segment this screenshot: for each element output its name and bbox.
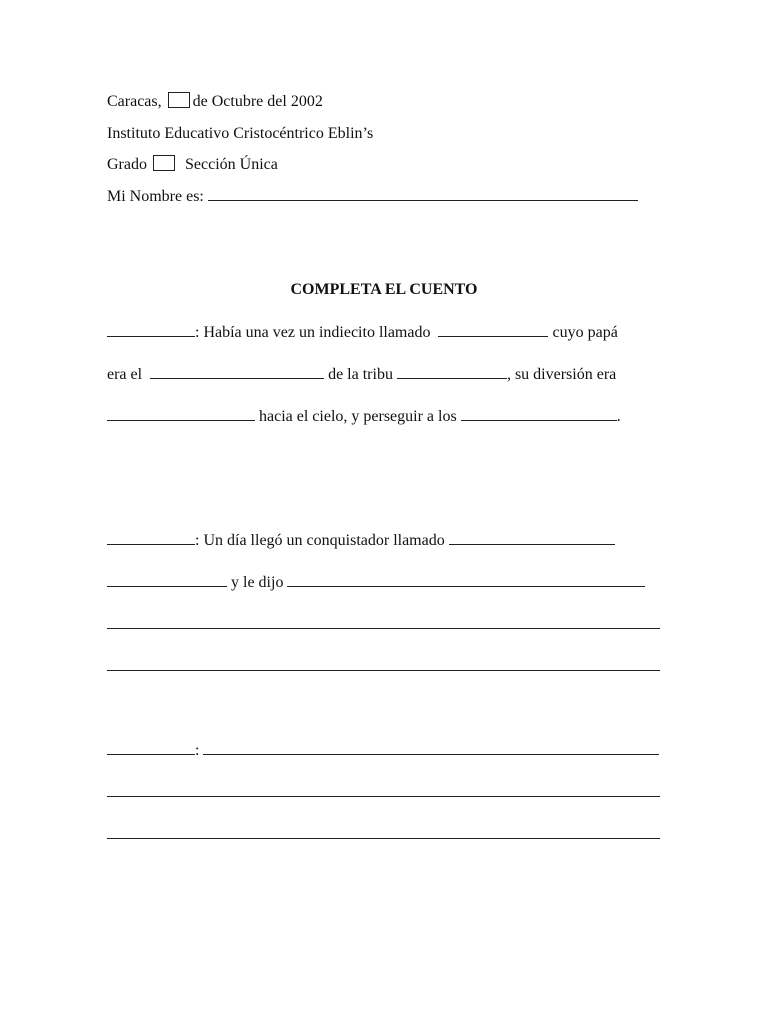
school-name: Instituto Educativo Cristocéntrico Eblin’s bbox=[107, 125, 374, 142]
grade-line bbox=[107, 155, 278, 175]
story-text: , su diversión era bbox=[506, 366, 617, 383]
story-line-9 bbox=[107, 782, 660, 803]
story-line-1 bbox=[107, 322, 618, 343]
story-blank[interactable] bbox=[449, 530, 615, 545]
date-line bbox=[107, 92, 323, 112]
story-blank[interactable] bbox=[397, 364, 507, 379]
full-line-blank[interactable] bbox=[107, 614, 660, 629]
speaker-blank-1[interactable] bbox=[107, 322, 195, 337]
grade-box[interactable] bbox=[153, 155, 175, 171]
story-line-10 bbox=[107, 824, 660, 845]
story-text: era el bbox=[107, 366, 143, 383]
story-text: y le dijo bbox=[231, 574, 284, 591]
story-line-4 bbox=[107, 530, 615, 551]
full-line-blank[interactable] bbox=[107, 782, 660, 797]
story-blank[interactable] bbox=[107, 406, 255, 421]
story-line-5 bbox=[107, 572, 645, 593]
story-line-7 bbox=[107, 656, 660, 677]
story-text: : Un día llegó un conquistador llamado bbox=[195, 532, 445, 549]
name-line bbox=[107, 186, 638, 207]
name-blank[interactable] bbox=[208, 186, 638, 201]
speaker-blank-3[interactable] bbox=[107, 740, 195, 755]
name-label: Mi Nombre es: bbox=[107, 188, 204, 205]
story-text: : bbox=[195, 742, 200, 759]
speaker-blank-2[interactable] bbox=[107, 530, 195, 545]
story-text: : Había una vez un indiecito llamado bbox=[195, 324, 431, 341]
story-blank[interactable] bbox=[203, 740, 659, 755]
full-line-blank[interactable] bbox=[107, 656, 660, 671]
story-blank[interactable] bbox=[107, 572, 227, 587]
story-line-2 bbox=[107, 364, 616, 385]
full-line-blank[interactable] bbox=[107, 824, 660, 839]
story-blank[interactable] bbox=[150, 364, 324, 379]
story-blank[interactable] bbox=[438, 322, 548, 337]
story-text: . bbox=[616, 408, 621, 425]
story-line-8 bbox=[107, 740, 659, 761]
page-title: COMPLETA EL CUENTO bbox=[290, 281, 478, 298]
story-blank[interactable] bbox=[461, 406, 617, 421]
day-box[interactable] bbox=[168, 92, 190, 108]
story-text: de la tribu bbox=[328, 366, 393, 383]
story-line-3 bbox=[107, 406, 621, 427]
story-text: hacia el cielo, y perseguir a los bbox=[259, 408, 457, 425]
date-text: de Octubre del 2002 bbox=[192, 93, 323, 110]
school-line bbox=[107, 124, 373, 144]
city-text: Caracas, bbox=[107, 93, 162, 110]
grade-label: Grado bbox=[107, 156, 147, 173]
section-text: Sección Única bbox=[184, 156, 278, 173]
story-blank[interactable] bbox=[287, 572, 645, 587]
story-line-6 bbox=[107, 614, 660, 635]
story-text: cuyo papá bbox=[552, 324, 618, 341]
